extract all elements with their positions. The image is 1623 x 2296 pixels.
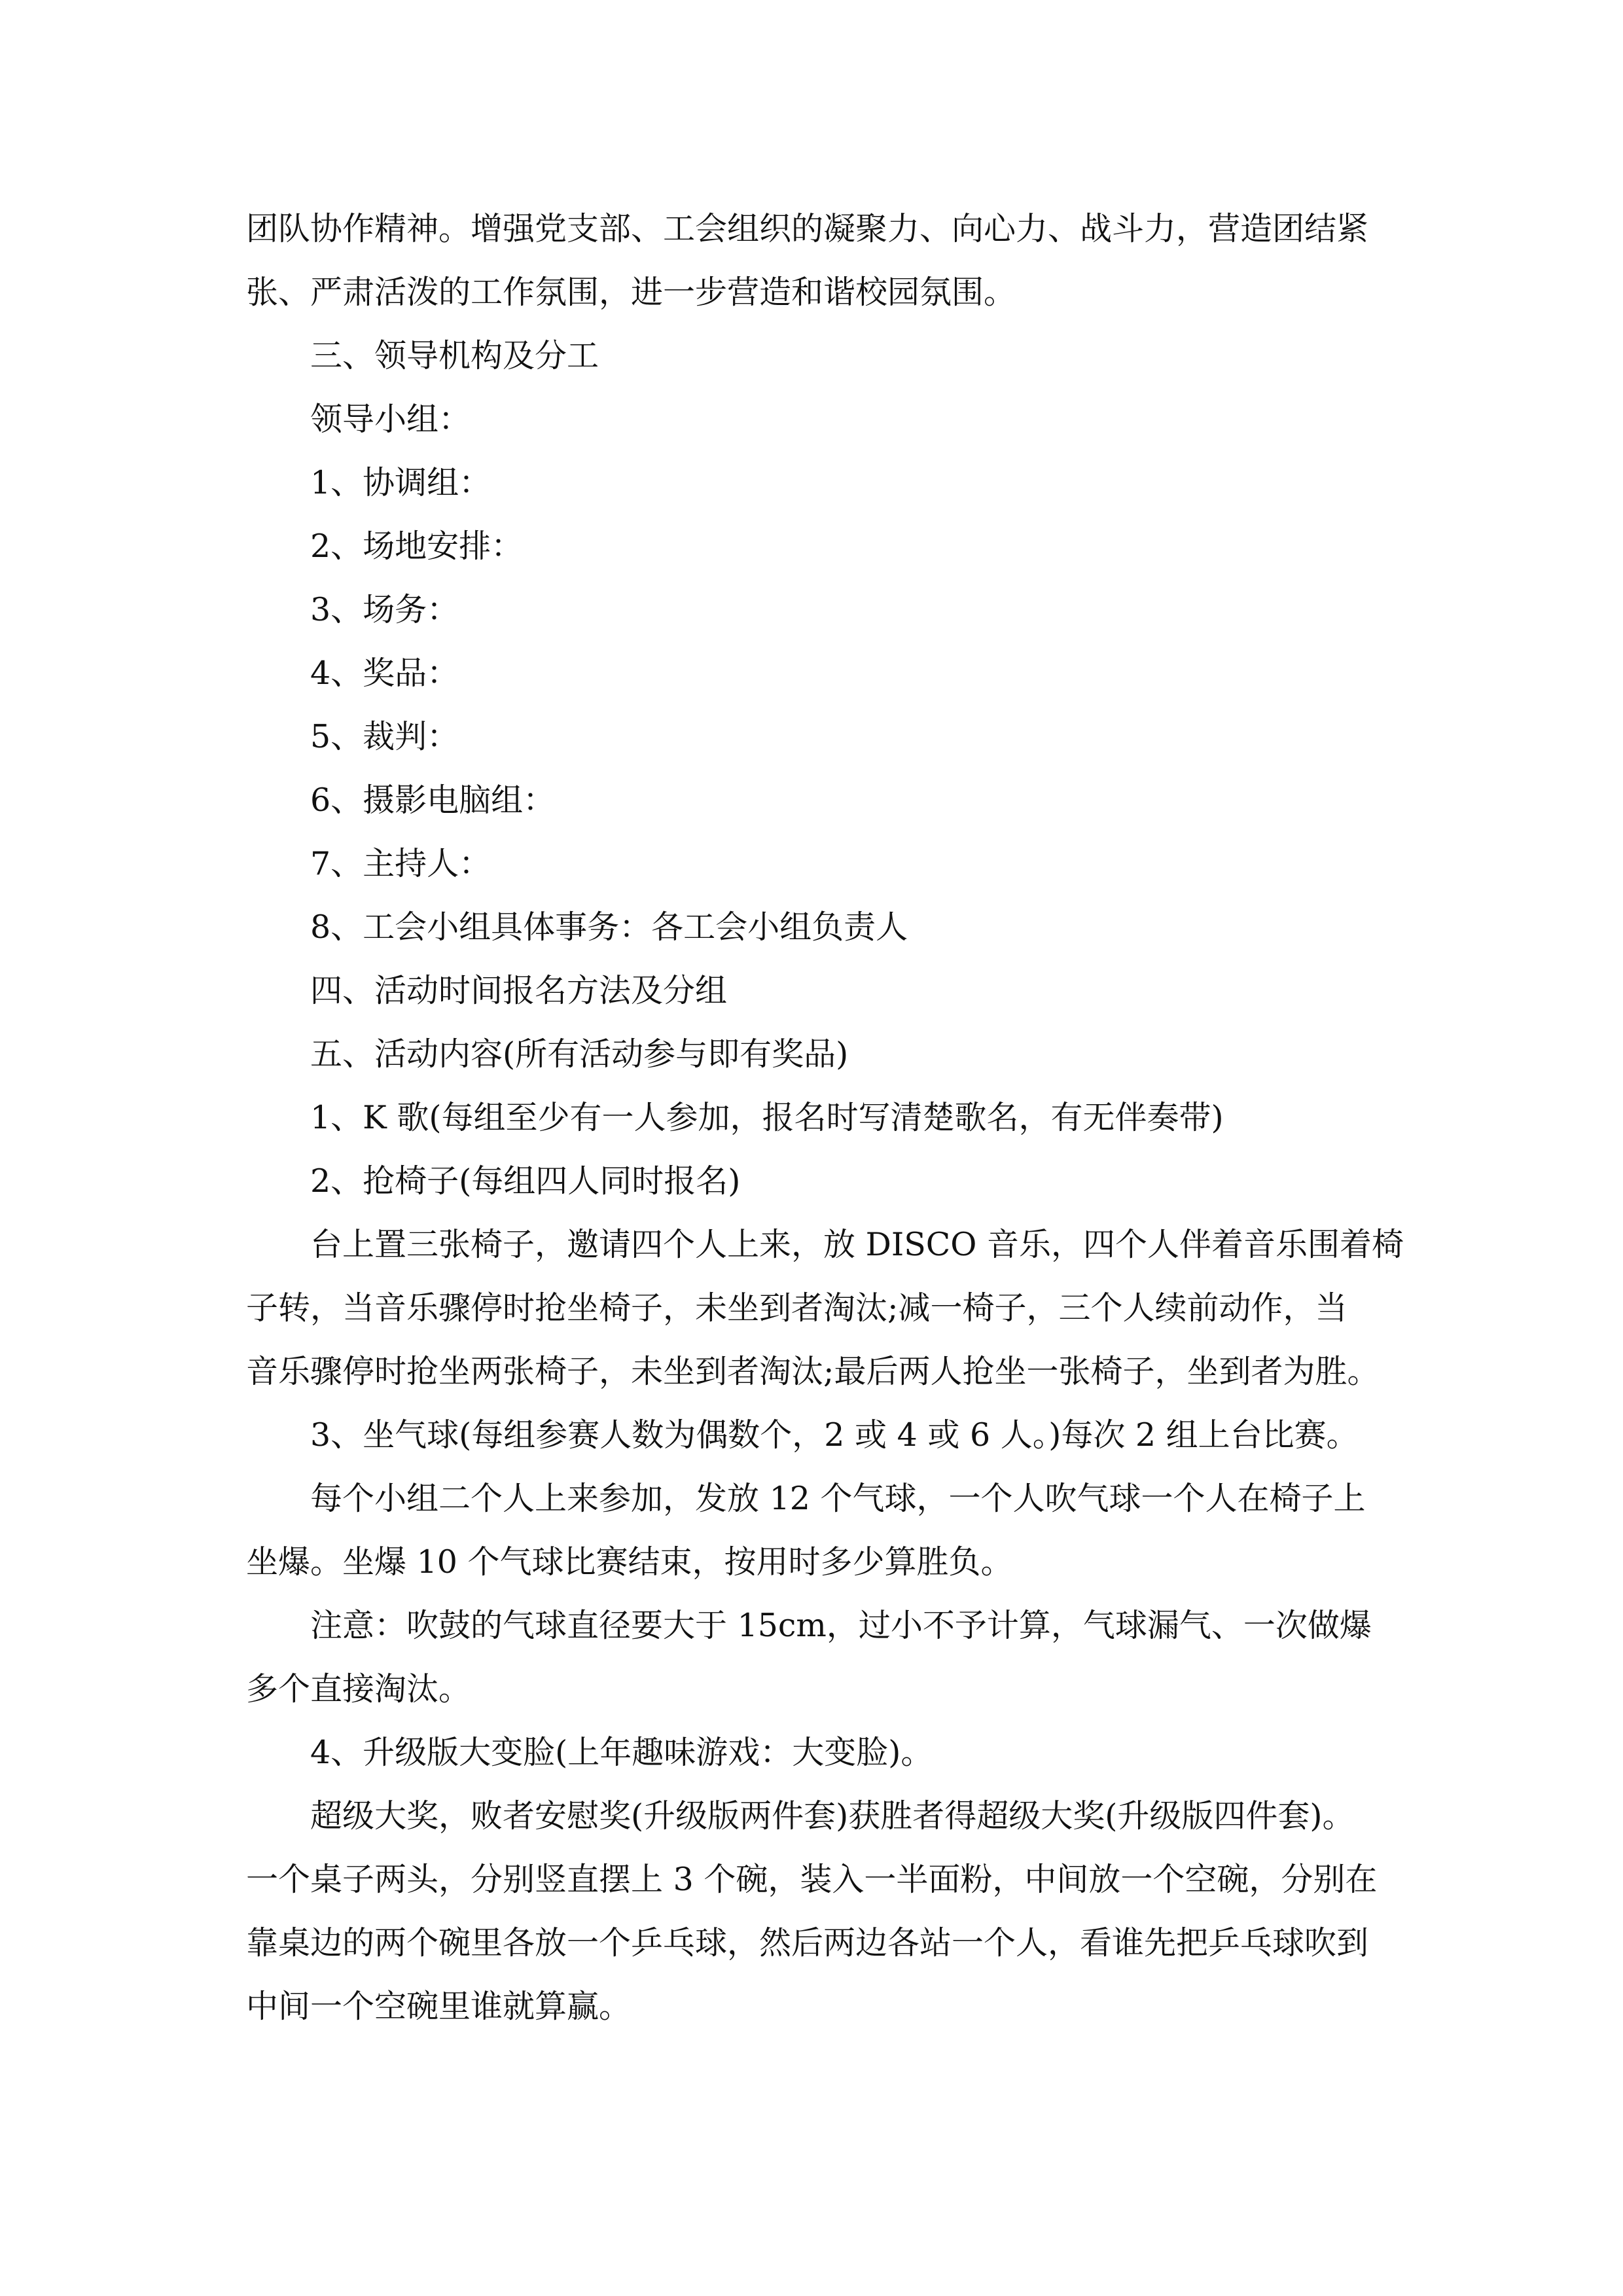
section-heading: 三、领导机构及分工	[310, 337, 599, 374]
list-item: 8、工会小组具体事务：各工会小组负责人	[310, 908, 908, 946]
list-item: 2、场地安排：	[310, 528, 524, 565]
paragraph-line: 领导小组：	[310, 401, 471, 438]
list-item: 5、裁判：	[310, 718, 459, 755]
list-item: 1、K 歌(每组至少有一人参加，报名时写清楚歌名，有无伴奏带)	[310, 1099, 1224, 1136]
list-item: 4、升级版大变脸(上年趣味游戏：大变脸)。	[310, 1734, 933, 1771]
paragraph-line: 一个桌子两头，分别竖直摆上 3 个碗，装入一半面粉，中间放一个空碗，分别在	[246, 1861, 1378, 1898]
paragraph-line: 坐爆。坐爆 10 个气球比赛结束，按用时多少算胜负。	[246, 1543, 1013, 1581]
paragraph-line: 台上置三张椅子，邀请四个人上来，放 DISCO 音乐，四个人伴着音乐围着椅	[310, 1226, 1404, 1263]
paragraph-line: 每个小组二个人上来参加，发放 12 个气球，一个人吹气球一个人在椅子上	[310, 1480, 1366, 1517]
list-item: 1、协调组：	[310, 464, 491, 501]
paragraph-line: 靠桌边的两个碗里各放一个乒乓球，然后两边各站一个人，看谁先把乒乓球吹到	[246, 1924, 1369, 1962]
paragraph-line: 中间一个空碗里谁就算赢。	[246, 1988, 632, 2025]
paragraph-line: 子转，当音乐骤停时抢坐椅子，未坐到者淘汰;减一椅子，三个人续前动作，当	[246, 1289, 1347, 1327]
list-item: 7、主持人：	[310, 845, 491, 882]
section-heading: 四、活动时间报名方法及分组	[310, 972, 728, 1009]
list-item: 2、抢椅子(每组四人同时报名)	[310, 1162, 741, 1200]
list-item: 3、坐气球(每组参赛人数为偶数个，2 或 4 或 6 人。)每次 2 组上台比赛。	[310, 1416, 1359, 1454]
paragraph-line: 团队协作精神。增强党支部、工会组织的凝聚力、向心力、战斗力，营造团结紧	[246, 210, 1369, 247]
list-item: 3、场务：	[310, 591, 459, 628]
list-item: 4、奖品：	[310, 655, 459, 692]
section-heading: 五、活动内容(所有活动参与即有奖品)	[310, 1035, 849, 1073]
list-item: 6、摄影电脑组：	[310, 781, 556, 819]
paragraph-line: 注意：吹鼓的气球直径要大于 15cm，过小不予计算，气球漏气、一次做爆	[310, 1607, 1372, 1644]
paragraph-line: 张、严肃活泼的工作氛围，进一步营造和谐校园氛围。	[246, 274, 1016, 311]
paragraph-line: 音乐骤停时抢坐两张椅子，未坐到者淘汰;最后两人抢坐一张椅子，坐到者为胜。	[246, 1353, 1380, 1390]
paragraph-line: 多个直接淘汰。	[246, 1670, 471, 1708]
paragraph-line: 超级大奖，败者安慰奖(升级版两件套)获胜者得超级大奖(升级版四件套)。	[310, 1797, 1355, 1835]
